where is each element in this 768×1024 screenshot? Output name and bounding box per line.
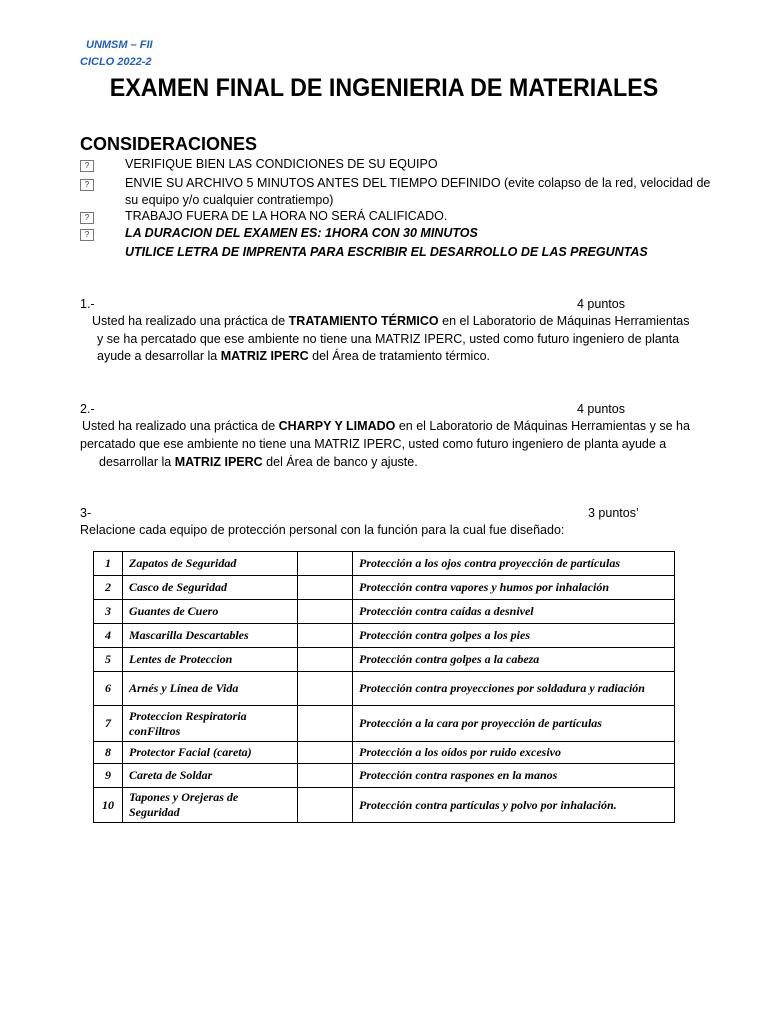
question-2-number: 2.-	[80, 402, 95, 416]
q1-bold: TRATAMIENTO TÉRMICO	[288, 314, 439, 328]
function-cell: Protección contra caídas a desnivel	[353, 600, 675, 624]
function-cell: Protección contra golpes a los pies	[353, 624, 675, 648]
equipment-cell: Careta de Soldar	[123, 764, 298, 788]
equipment-cell: Casco de Seguridad	[123, 576, 298, 600]
function-cell: Protección a los ojos contra proyección de partículas	[353, 552, 675, 576]
function-cell: Protección contra proyecciones por soldadura y radiación	[353, 672, 675, 706]
answer-cell[interactable]	[298, 788, 353, 823]
function-cell: Protección contra raspones en la manos	[353, 764, 675, 788]
row-number: 5	[94, 648, 123, 672]
q1-text: del Área de tratamiento térmico.	[308, 349, 490, 363]
bullet-icon: ?	[80, 160, 94, 172]
question-1-points: 4 puntos	[577, 297, 625, 311]
question-1-line	[97, 349, 490, 363]
answer-cell[interactable]	[298, 706, 353, 742]
row-number: 4	[94, 624, 123, 648]
equipment-cell: Lentes de Proteccion	[123, 648, 298, 672]
question-3-number: 3-	[80, 506, 92, 520]
q2-bold: CHARPY Y LIMADO	[278, 419, 396, 433]
function-cell: Protección contra partículas y polvo por inhalación.	[353, 788, 675, 823]
table-row	[94, 576, 675, 600]
answer-cell[interactable]	[298, 624, 353, 648]
equipment-cell: Arnés y Línea de Vida	[123, 672, 298, 706]
row-number: 2	[94, 576, 123, 600]
considerations-heading: CONSIDERACIONES	[80, 134, 258, 154]
answer-cell[interactable]	[298, 600, 353, 624]
row-number: 6	[94, 672, 123, 706]
question-2-line	[99, 455, 418, 469]
answer-cell[interactable]	[298, 742, 353, 764]
question-1-line	[92, 314, 690, 328]
row-number: 7	[94, 706, 123, 742]
answer-cell[interactable]	[298, 648, 353, 672]
equipment-cell: Protector Facial (careta)	[123, 742, 298, 764]
consideration-item: TRABAJO FUERA DE LA HORA NO SERÁ CALIFICADO.	[125, 209, 448, 223]
row-number: 3	[94, 600, 123, 624]
consideration-item: ENVIE SU ARCHIVO 5 MINUTOS ANTES DEL TIEMPO DEFINIDO (evite colapso de la red, velocidad de	[125, 176, 711, 190]
table-row	[94, 672, 675, 706]
table-row	[94, 552, 675, 576]
q2-text: desarrollar la	[99, 455, 175, 469]
table-row	[94, 742, 675, 764]
table-row	[94, 764, 675, 788]
bullet-icon: ?	[80, 179, 94, 191]
question-1-line: y se ha percatado que ese ambiente no tiene una MATRIZ IPERC, usted como futuro ingeniero de planta	[97, 332, 680, 346]
row-number: 8	[94, 742, 123, 764]
bullet-icon: ?	[80, 229, 94, 241]
q1-bold: MATRIZ IPERC	[220, 349, 309, 363]
org-label: UNMSM – FII	[86, 39, 153, 51]
table-row	[94, 624, 675, 648]
table-row	[94, 600, 675, 624]
function-cell: Protección a la cara por proyección de partículas	[353, 706, 675, 742]
answer-cell[interactable]	[298, 576, 353, 600]
function-cell: Protección contra vapores y humos por inhalación	[353, 576, 675, 600]
matching-table	[93, 551, 675, 823]
q2-text: en el Laboratorio de Máquinas Herramientas y se ha	[395, 419, 690, 433]
q1-text: Usted ha realizado una práctica de	[92, 314, 289, 328]
cycle-label: CICLO 2022-2	[80, 56, 152, 68]
row-number: 9	[94, 764, 123, 788]
answer-cell[interactable]	[298, 764, 353, 788]
consideration-item: UTILICE LETRA DE IMPRENTA PARA ESCRIBIR EL DESARROLLO DE LAS PREGUNTAS	[125, 245, 648, 259]
q2-bold: MATRIZ IPERC	[174, 455, 263, 469]
question-1-number: 1.-	[80, 297, 95, 311]
question-2-line: percatado que ese ambiente no tiene una MATRIZ IPERC, usted como futuro ingeniero de planta ayude a	[80, 437, 667, 451]
table-row	[94, 706, 675, 742]
page-title: EXAMEN FINAL DE INGENIERIA DE MATERIALES	[109, 74, 659, 102]
equipment-cell: Mascarilla Descartables	[123, 624, 298, 648]
equipment-cell: Guantes de Cuero	[123, 600, 298, 624]
function-cell: Protección contra golpes a la cabeza	[353, 648, 675, 672]
answer-cell[interactable]	[298, 672, 353, 706]
table-row	[94, 648, 675, 672]
table-row	[94, 788, 675, 823]
consideration-item: su equipo y/o cualquier contratiempo)	[125, 193, 334, 207]
consideration-item: VERIFIQUE BIEN LAS CONDICIONES DE SU EQUIPO	[125, 157, 438, 171]
function-cell: Protección a los oídos por ruido excesivo	[353, 742, 675, 764]
question-2-points: 4 puntos	[577, 402, 625, 416]
equipment-cell: Zapatos de Seguridad	[123, 552, 298, 576]
question-3-instruction: Relacione cada equipo de protección personal con la función para la cual fue diseñado:	[80, 523, 565, 537]
row-number: 10	[94, 788, 123, 823]
q1-text: en el Laboratorio de Máquinas Herramientas	[438, 314, 690, 328]
q2-text: del Área de banco y ajuste.	[262, 455, 418, 469]
answer-cell[interactable]	[298, 552, 353, 576]
equipment-cell: Tapones y Orejeras de Seguridad	[123, 788, 298, 823]
equipment-cell: Proteccion Respiratoria conFiltros	[123, 706, 298, 742]
q1-text: ayude a desarrollar la	[97, 349, 221, 363]
question-2-line	[82, 419, 690, 433]
q2-text: Usted ha realizado una práctica de	[82, 419, 279, 433]
question-3-points: 3 puntos’	[588, 506, 639, 520]
consideration-item: LA DURACION DEL EXAMEN ES: 1HORA CON 30 MINUTOS	[125, 226, 478, 240]
bullet-icon: ?	[80, 212, 94, 224]
row-number: 1	[94, 552, 123, 576]
